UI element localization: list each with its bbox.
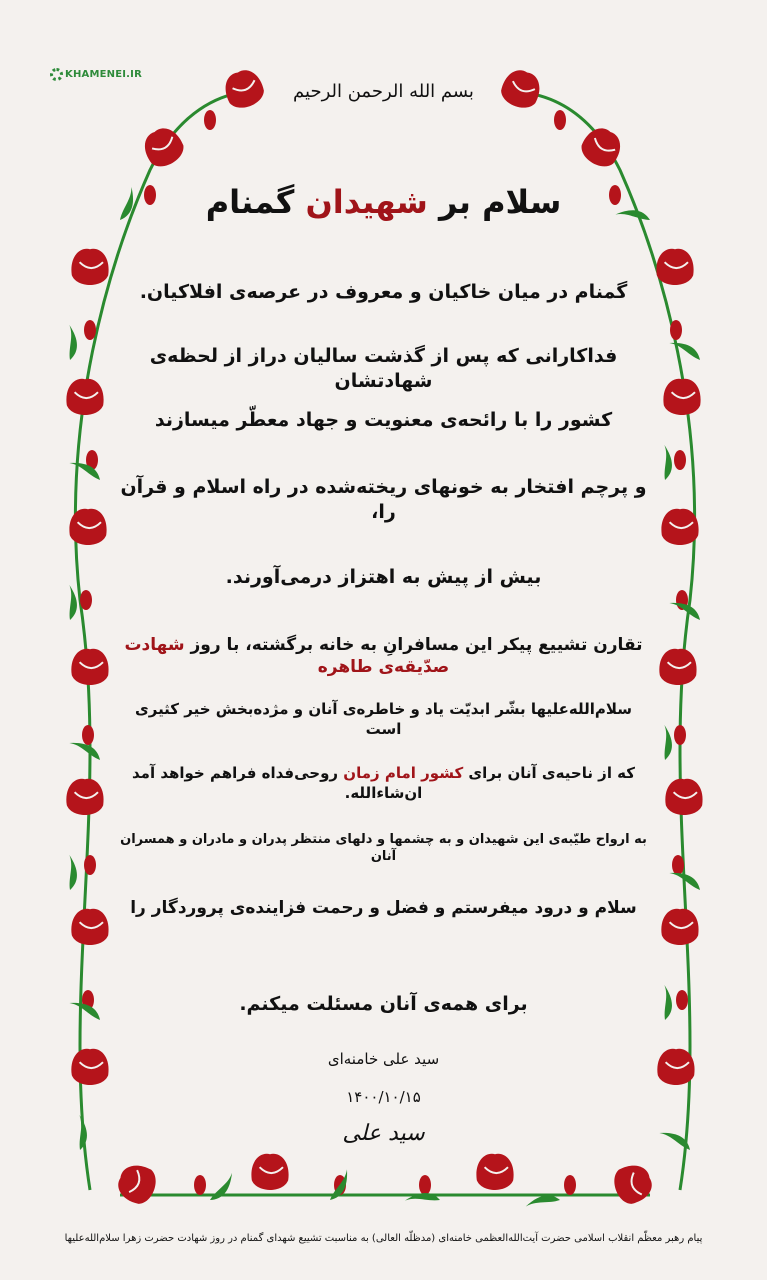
tulip-bud-icon (670, 320, 682, 340)
tulip-flower-icon (251, 1154, 288, 1190)
tulip-bud-icon (82, 725, 94, 745)
tulip-flower-icon (659, 649, 696, 685)
tulip-flower-icon (661, 909, 698, 945)
leaf-icon (54, 325, 86, 361)
leaf-icon (64, 1115, 96, 1151)
body-line (115, 634, 652, 678)
tulip-flower-icon (69, 509, 106, 545)
tulip-bud-icon (674, 450, 686, 470)
body-line: کشور را با رائحه‌ی معنویت و جهاد معطّر میسازند (154, 409, 613, 431)
tulip-flower-icon (665, 779, 702, 815)
tulip-flower-icon (71, 909, 108, 945)
tulip-bud-icon (674, 725, 686, 745)
body-text: تقارن تشییع پیکر این مسافرانِ به خانه برگشته، با روز (184, 635, 643, 655)
tulip-flower-icon (657, 1049, 694, 1085)
body-text: که از ناحیه‌ی آنان برای (463, 764, 635, 782)
tulip-bud-icon (194, 1175, 206, 1195)
tulip-flower-icon (71, 249, 108, 285)
tulip-flower-icon (610, 1160, 657, 1207)
bismillah: بسم الله الرحمن الرحیم (293, 81, 474, 102)
leaf-icon (204, 1173, 239, 1201)
leaf-icon (526, 1189, 561, 1217)
page-title (115, 182, 652, 224)
tulip-flower-icon (576, 122, 626, 172)
tulip-flower-icon (138, 122, 188, 172)
tulip-flower-icon (656, 249, 693, 285)
body-text: روحی‌فداه فراهم خواهد آمد ان‌شاءالله. (132, 764, 423, 802)
tulip-bud-icon (564, 1175, 576, 1195)
body-line: گمنام در میان خاکیان و معروف در عرصه‌ی افلاکیان. (139, 281, 628, 303)
tulip-bud-icon (204, 110, 216, 130)
body-line: بیش از پیش به اهتزاز درمی‌آورند. (225, 566, 542, 588)
leaf-icon (54, 855, 86, 891)
tulip-flower-icon (663, 379, 700, 415)
highlight-text: کشور امام زمان (343, 764, 464, 782)
footer-caption: پیام رهبر معظّم انقلاب اسلامی حضرت آیت‌الله‌العظمی خامنه‌ای (مدظلّه العالی) به مناسبت تشییع شهدای گمنام در روز شهادت حضرت زهرا سلام‌الله‌علیها (64, 1233, 703, 1244)
body-line: سلام و درود میفرستم و فضل و رحمت فزاینده‌ی پروردگار را (130, 898, 637, 918)
tulip-flower-icon (476, 1154, 513, 1190)
handwritten-signature: سید علی (342, 1121, 425, 1146)
tulip-flower-icon (114, 1160, 161, 1207)
tulip-bud-icon (676, 990, 688, 1010)
body-line: فداکارانی که پس از گذشت سالیان دراز از لحظه‌ی شهادتشان (149, 345, 618, 392)
tulip-bud-icon (554, 110, 566, 130)
tulip-flower-icon (71, 649, 108, 685)
tulip-bud-icon (84, 855, 96, 875)
title-pre: سلام بر (427, 183, 562, 221)
body-line (115, 764, 652, 803)
title-red: شهیدان (305, 183, 428, 221)
signature-date: ۱۴۰۰/۱۰/۱۵ (346, 1088, 421, 1106)
tulip-flower-icon (66, 379, 103, 415)
title-post: گمنام (205, 183, 306, 221)
body-line: برای همه‌ی آنان مسئلت میکنم. (239, 993, 528, 1015)
body-line: سلام‌الله‌علیها بشّر ابدیّت یاد و خاطره‌ی آنان و مژده‌بخش خیر کثیری است (134, 700, 632, 738)
body-line: به ارواح طیّبه‌ی این شهیدان و به چشمها و دلهای منتظر پدران و مادران و همسران آنان (120, 832, 647, 864)
logo-emblem-icon (50, 68, 63, 81)
tulip-bud-icon (84, 320, 96, 340)
highlight-text: شهادت صدّیقه‌ی طاهره (124, 635, 450, 678)
tulip-bud-icon (80, 590, 92, 610)
body-line: و پرچم افتخار به خونهای ریخته‌شده در راه اسلام و قرآن را، (120, 476, 647, 523)
signature-name: سید علی خامنه‌ای (327, 1050, 440, 1068)
logo-text: KHAMENEI.IR (65, 69, 142, 80)
tulip-flower-icon (661, 509, 698, 545)
tulip-bud-icon (419, 1175, 431, 1195)
tulip-flower-icon (66, 779, 103, 815)
tulip-bud-icon (672, 855, 684, 875)
tulip-flower-icon (71, 1049, 108, 1085)
